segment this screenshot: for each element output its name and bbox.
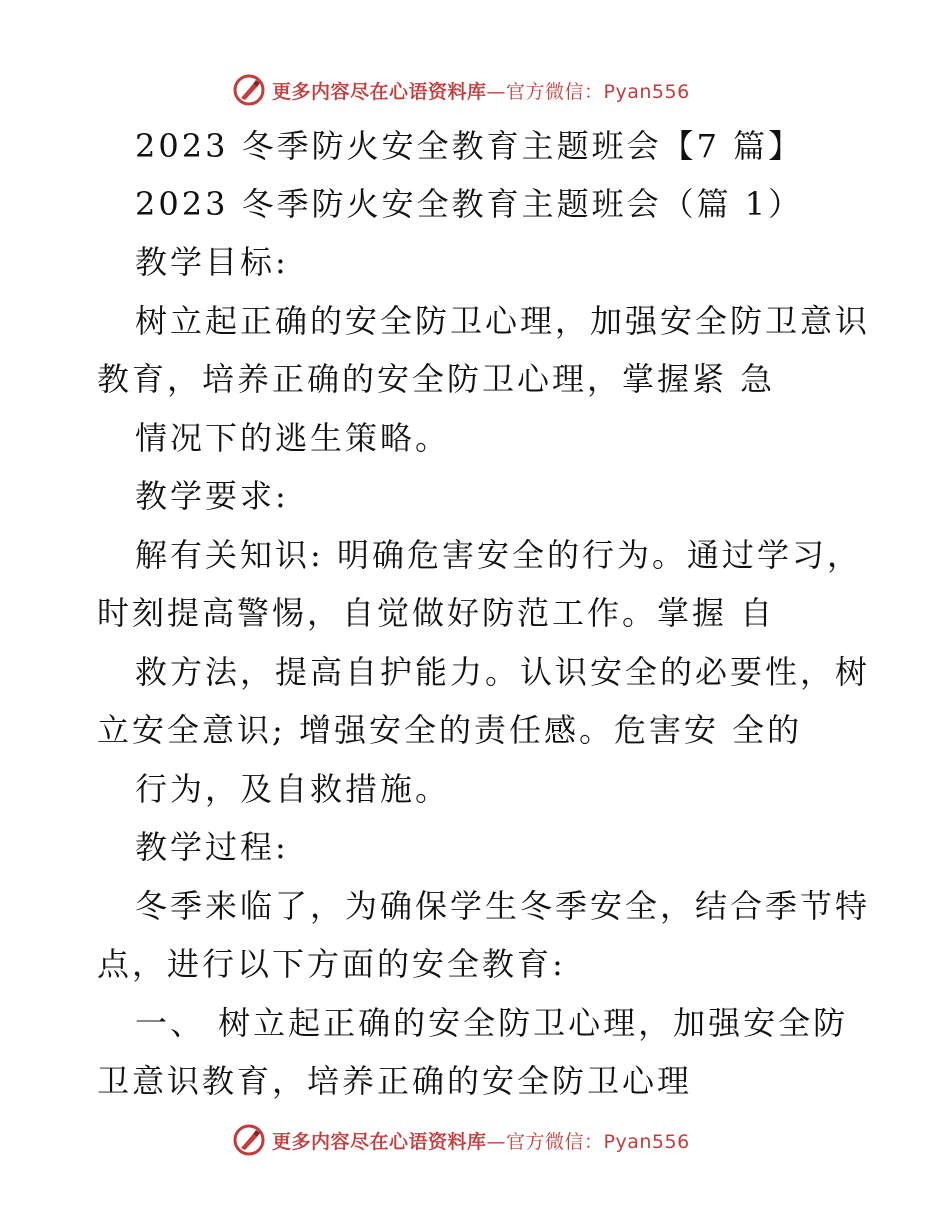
watermark-suffix: 官方微信：Pyan556 [506,1130,690,1153]
paragraph-line: 冬季来临了，为确保学生冬季安全，结合季节特 [135,887,871,925]
paragraph-line: 解有关知识: 明确危害安全的行为。通过学习， [135,536,862,574]
watermark-text [272,1127,690,1154]
pen-logo-icon [232,73,266,107]
watermark-main: 更多内容尽在心语资料库 [272,1130,487,1153]
header-watermark [232,70,690,110]
section-heading-requirements: 教学要求: [135,477,289,515]
watermark-separator: — [486,80,507,103]
paragraph-line: 卫意识教育，培养正确的安全防卫心理 [97,1062,693,1100]
paragraph-line: 教育，培养正确的安全防卫心理，掌握紧 急 [97,360,776,398]
paragraph-line: 一、 树立起正确的安全防卫心理，加强安全防 [135,1004,849,1042]
paragraph-line: 行为，及自救措施。 [135,770,451,808]
paragraph-line: 救方法，提高自护能力。认识安全的必要性，树 [135,653,871,691]
paragraph-line: 情况下的逃生策略。 [135,419,451,457]
paragraph-line: 立安全意识; 增强安全的责任感。危害安 全的 [97,711,803,749]
watermark-separator: — [486,1130,507,1153]
section-heading-objectives: 教学目标: [135,243,289,281]
watermark-main: 更多内容尽在心语资料库 [272,80,487,103]
watermark-suffix: 官方微信：Pyan556 [506,80,690,103]
pen-logo-icon [232,1123,266,1157]
paragraph-line: 点，进行以下方面的安全教育: [97,945,566,983]
footer-watermark [232,1120,690,1160]
paragraph-line: 树立起正确的安全防卫心理，加强安全防卫意识 [135,302,871,340]
watermark-text [272,77,690,104]
section-heading-process: 教学过程: [135,828,289,866]
paragraph-line: 时刻提高警惕，自觉做好防范工作。掌握 自 [97,594,776,632]
document-title: 2023 冬季防火安全教育主题班会【7 篇】 [135,127,804,165]
document-subtitle: 2023 冬季防火安全教育主题班会（篇 1） [135,185,804,223]
